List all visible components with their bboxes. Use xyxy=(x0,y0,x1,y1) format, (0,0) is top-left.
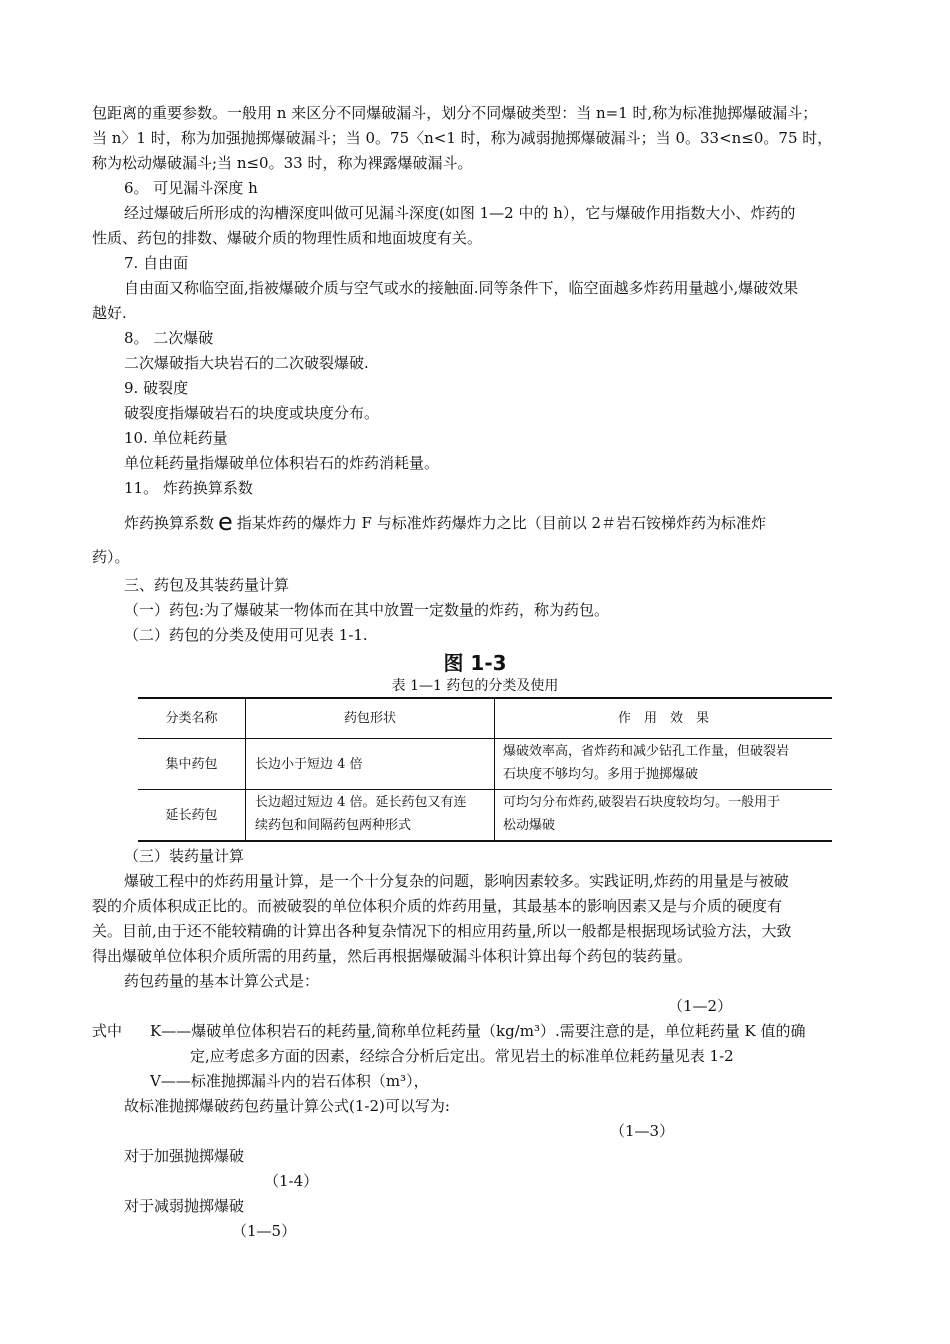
table-cell: 延长药包 xyxy=(165,808,218,823)
paragraph-line: 包距离的重要参数。一般用 n 来区分不同爆破漏斗，划分不同爆破类型：当 n=1 时,称为标准抛掷爆破漏斗； xyxy=(92,104,818,122)
paragraph-line: 故标准抛掷爆破药包药量计算公式(1-2)可以写为: xyxy=(124,1097,450,1115)
table-cell: 集中药包 xyxy=(165,757,218,772)
text-fragment: 炸药换算系数 xyxy=(124,514,215,532)
table-bottom-rule xyxy=(138,840,832,842)
paragraph-line: 爆破工程中的炸药用量计算，是一个十分复杂的问题，影响因素较多。实践证明,炸药的用量是与被破 xyxy=(124,872,789,890)
figure-title: 图 1-3 xyxy=(443,651,507,675)
paragraph-line: 破裂度指爆破岩石的块度或块度分布。 xyxy=(124,404,380,422)
paragraph-line: 称为松动爆破漏斗;当 n≤0。33 时，称为裸露爆破漏斗。 xyxy=(92,154,473,172)
table-cell: 续药包和间隔药包两种形式 xyxy=(255,818,412,833)
table-header: 作 用 效 果 xyxy=(617,711,709,726)
paragraph-line: 越好. xyxy=(92,304,127,322)
equation-number: （1-4） xyxy=(264,1172,319,1190)
definition-k: K——爆破单位体积岩石的耗药量,简称单位耗药量（kg/m³）.需要注意的是，单位耗药量 K 值的确 xyxy=(150,1022,806,1040)
table-cell: 爆破效率高，省炸药和减少钻孔工作量，但破裂岩 xyxy=(503,744,790,759)
section-heading-7: 7. 自由面 xyxy=(124,254,189,272)
paragraph-line: 关。目前,由于还不能较精确的计算出各种复杂情况下的相应用药量,所以一般都是根据现场试验方法，大致 xyxy=(92,922,792,940)
section-heading-3-3: （三）装药量计算 xyxy=(124,847,245,865)
section-heading-11: 11。 炸药换算系数 xyxy=(124,479,253,497)
paragraph-line: 自由面又称临空面,指被爆破介质与空气或水的接触面.同等条件下，临空面越多炸药用量越小,爆破效果 xyxy=(124,279,799,297)
paragraph-line: 单位耗药量指爆破单位体积岩石的炸药消耗量。 xyxy=(124,454,440,472)
section-heading-10: 10. 单位耗药量 xyxy=(124,429,228,447)
section-heading-9: 9. 破裂度 xyxy=(124,379,189,397)
paragraph-line: 对于加强抛掷爆破 xyxy=(124,1147,245,1165)
table-top-rule xyxy=(138,697,832,699)
table-cell: 石块度不够均匀。多用于抛掷爆破 xyxy=(503,767,699,782)
paragraph-line xyxy=(124,508,767,536)
table-row-divider xyxy=(138,789,832,790)
section-heading-6: 6。 可见漏斗深度 h xyxy=(124,179,258,197)
paragraph-line: 当 n〉1 时，称为加强抛掷爆破漏斗；当 0。75〈n<1 时，称为减弱抛掷爆破漏斗；当 0。33<n≤0。75 时， xyxy=(92,129,833,147)
table-cell: 可均匀分布炸药,破裂岩石块度较均匀。一般用于 xyxy=(503,795,781,810)
paragraph-line: 二次爆破指大块岩石的二次破裂爆破. xyxy=(124,354,369,372)
text-fragment: 指某炸药的爆炸力 F 与标准炸药爆炸力之比（目前以 2＃岩石铵梯炸药为标准炸 xyxy=(236,514,767,532)
equation-number: （1—5） xyxy=(232,1222,297,1240)
equation-number: （1—2） xyxy=(668,997,733,1015)
definition-k-continued: 定,应考虑多方面的因素，经综合分析后定出。常见岩土的标准单位耗药量见表 1-2 xyxy=(190,1047,734,1065)
table-cell: 长边小于短边 4 倍 xyxy=(255,757,363,772)
definition-v: V——标准抛掷漏斗内的岩石体积（m³）， xyxy=(150,1072,429,1090)
where-label: 式中 xyxy=(92,1022,123,1040)
equation-number: （1—3） xyxy=(610,1122,675,1140)
epsilon-symbol: e xyxy=(218,508,233,536)
table-cell: 松动爆破 xyxy=(503,818,556,833)
table-caption: 表 1—1 药包的分类及使用 xyxy=(391,678,559,694)
section-heading-3: 三、药包及其装药量计算 xyxy=(124,576,290,594)
paragraph-line: 对于减弱抛掷爆破 xyxy=(124,1197,245,1215)
paragraph-line: 经过爆破后所形成的沟槽深度叫做可见漏斗深度(如图 1—2 中的 h），它与爆破作用指数大小、炸药的 xyxy=(124,204,796,222)
paragraph-line: 得出爆破单位体积介质所需的用药量，然后再根据爆破漏斗体积计算出每个药包的装药量。 xyxy=(92,947,693,965)
paragraph-line: 药包药量的基本计算公式是： xyxy=(124,972,320,990)
paragraph-line: 药）。 xyxy=(92,548,130,566)
paragraph-line: 裂的介质体积成正比的。而被破裂的单位体积介质的炸药用量，其最基本的影响因素又是与介质的硬度有 xyxy=(92,897,783,915)
paragraph-line: （二）药包的分类及使用可见表 1-1. xyxy=(124,626,368,644)
paragraph-line: （一）药包:为了爆破某一物体而在其中放置一定数量的炸药，称为药包。 xyxy=(124,601,610,619)
table-header: 药包形状 xyxy=(343,711,396,726)
table-header: 分类名称 xyxy=(165,711,218,726)
section-heading-8: 8。 二次爆破 xyxy=(124,329,214,347)
table-cell: 长边超过短边 4 倍。延长药包又有连 xyxy=(255,795,467,810)
table-row-divider xyxy=(138,738,832,739)
paragraph-line: 性质、药包的排数、爆破介质的物理性质和地面坡度有关。 xyxy=(92,229,483,247)
